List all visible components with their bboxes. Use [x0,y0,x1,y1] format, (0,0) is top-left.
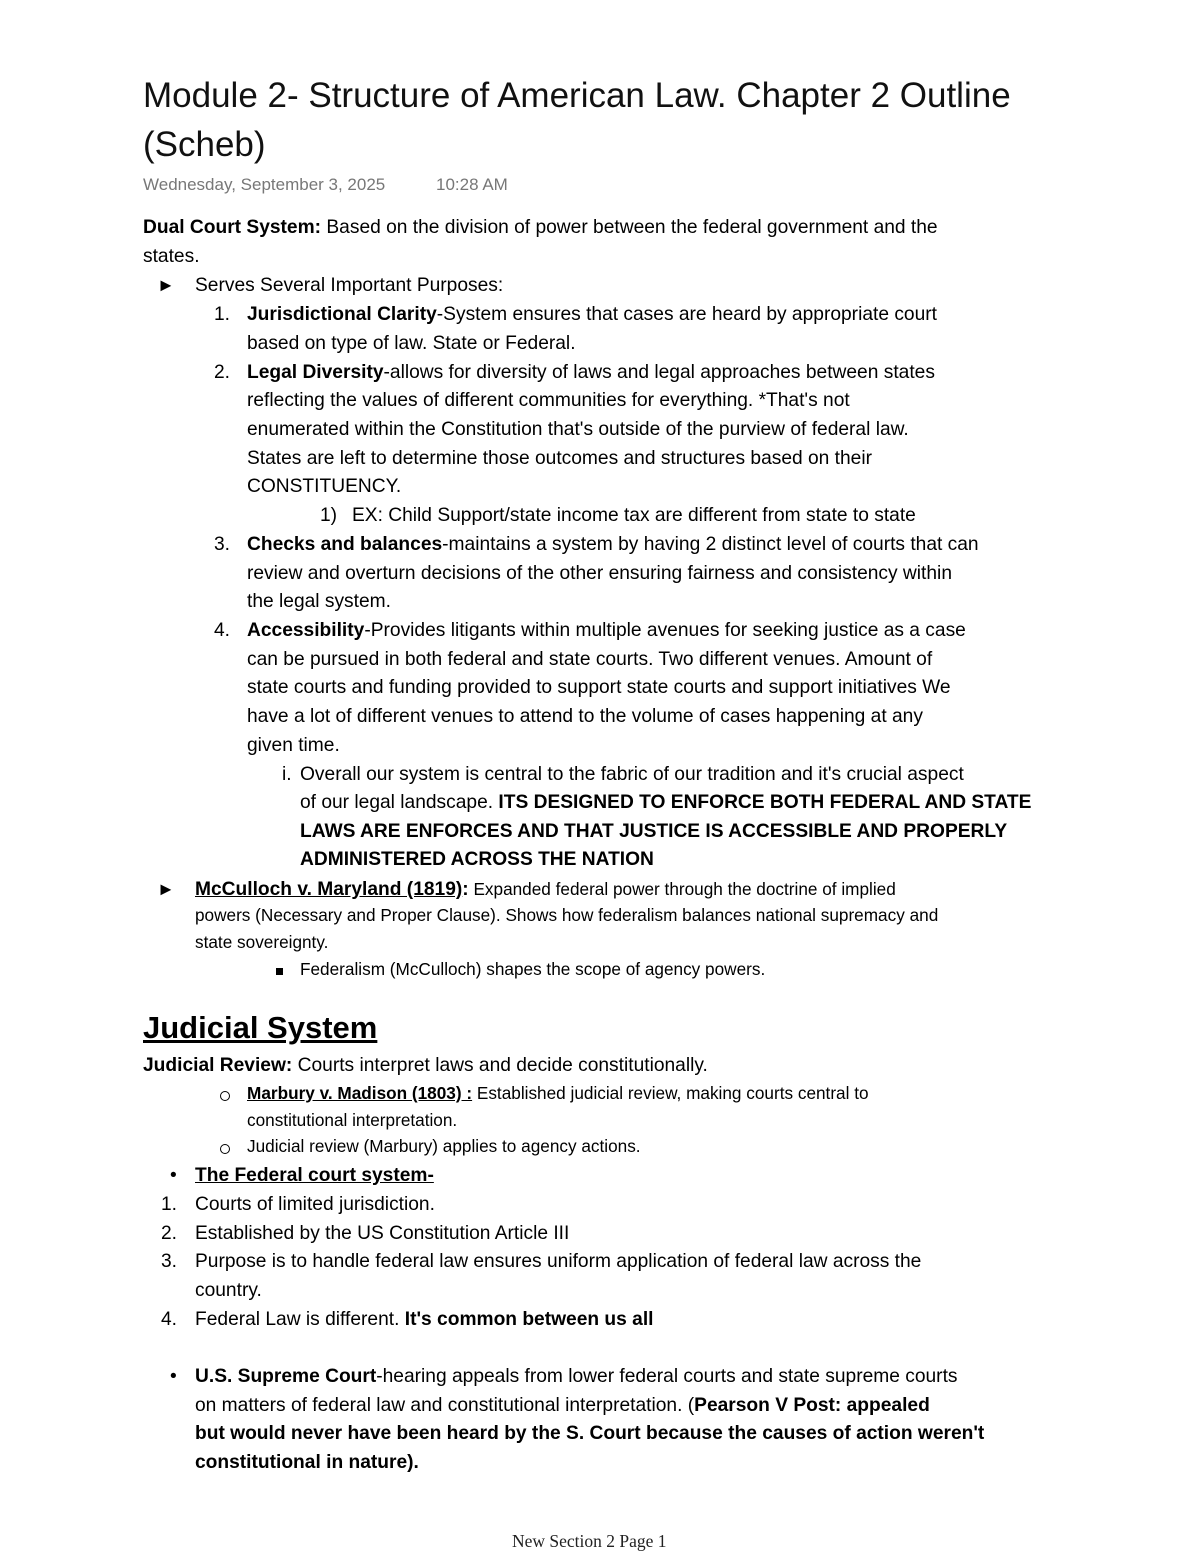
page-time: 10:28 AM [436,175,508,194]
marbury-case-link[interactable]: Marbury v. Madison (1803) : [247,1083,473,1103]
list-number-1: 1. [214,304,231,325]
dual-court-label: Dual Court System: [143,217,322,238]
overall-emphasis: ITS DESIGNED TO ENFORCE BOTH FEDERAL AND STATE [498,792,1032,813]
mcculloch-sub: Federalism (McCulloch) shapes the scope of agency powers. [300,959,766,979]
list-item-accessibility [247,616,966,645]
list-number-4: 4. [214,620,231,641]
mcculloch-case-link[interactable]: McCulloch v. Maryland (1819) [195,879,463,900]
list-item-text: enumerated within the Constitution that's outside of the purview of federal law. [247,419,909,440]
list-number-3: 3. [214,534,231,555]
list-item-checks-and-balances [247,530,979,559]
bullet-dot-icon: • [170,1366,177,1387]
square-bullet-icon [276,962,283,980]
supreme-court-line-3: but would never have been heard by the S. Court because the causes of action weren't [195,1423,985,1444]
list-item-text: the legal system. [247,591,391,612]
list-item-text: state courts and funding provided to support state courts and support initiatives We [247,677,951,698]
list-item-text: based on type of law. State or Federal. [247,333,576,354]
federal-court-heading: The Federal court system- [195,1165,434,1186]
item-label: Jurisdictional Clarity [247,304,437,325]
dual-court-text: Based on the division of power between the federal government and the [321,217,938,238]
sub-list-roman-i: i. [282,764,292,785]
federal-item-2: Established by the US Constitution Article III [195,1223,570,1244]
sub-list-overall-line-3: LAWS ARE ENFORCES AND THAT JUSTICE IS ACCESSIBLE AND PROPERLY [300,821,1008,842]
dual-court-line-1 [143,213,938,242]
federal-number-1: 1. [161,1194,178,1215]
federal-item-4-text: Federal Law is different. [195,1309,405,1330]
federal-number-3: 3. [161,1251,178,1272]
bullet-dot-icon: • [170,1165,177,1186]
mcculloch-line-3: state sovereignty. [195,932,329,952]
serves-purposes: Serves Several Important Purposes: [195,275,504,296]
item-text: -maintains a system by having 2 distinct level of courts that can [442,534,979,555]
list-number-2: 2. [214,362,231,383]
arrow-bullet-icon: ► [157,275,175,295]
page-footer: New Section 2 Page 1 [512,1531,667,1551]
list-item-legal-diversity [247,358,935,387]
federal-item-4 [195,1305,654,1334]
mcculloch-colon: : [462,879,469,900]
item-label: Legal Diversity [247,362,384,383]
page-title-line-2: (Scheb) [143,125,266,164]
list-item-text: CONSTITUENCY. [247,476,402,497]
circle-bullet-icon [220,1141,230,1159]
mcculloch-line-2: powers (Necessary and Proper Clause). Shows how federalism balances national supremacy and [195,905,939,925]
page-title-line-1: Module 2- Structure of American Law. Chapter 2 Outline [143,76,1011,115]
item-text: -System ensures that cases are heard by appropriate court [436,304,937,325]
judicial-review-line [143,1051,708,1080]
supreme-court-line-4: constitutional in nature). [195,1452,419,1473]
item-text: -Provides litigants within multiple avenues for seeking justice as a case [364,620,966,641]
supreme-court-label: U.S. Supreme Court [195,1366,377,1387]
list-item-text: review and overturn decisions of the other ensuring fairness and consistency within [247,563,952,584]
sub-list-overall-line-2 [300,788,1031,817]
marbury-sub: Judicial review (Marbury) applies to agency actions. [247,1136,641,1156]
pearson-note: Pearson V Post: appealed [694,1395,930,1416]
supreme-court-line-1 [195,1362,958,1391]
marbury-line-2: constitutional interpretation. [247,1110,458,1130]
item-label: Checks and balances [247,534,443,555]
mcculloch-text: Expanded federal power through the doctrine of implied [468,879,896,899]
federal-item-1: Courts of limited jurisdiction. [195,1194,435,1215]
sub-list-overall-line-4: ADMINISTERED ACROSS THE NATION [300,849,654,870]
page-date: Wednesday, September 3, 2025 [143,175,386,194]
marbury-text: Established judicial review, making courts central to [472,1083,869,1103]
supreme-court-text: -hearing appeals from lower federal courts and state supreme courts [376,1366,958,1387]
federal-number-4: 4. [161,1309,178,1330]
supreme-court-line-2 [195,1391,930,1420]
overall-text: of our legal landscape. [300,792,499,813]
judicial-review-label: Judicial Review: [143,1055,293,1076]
list-item-text: can be pursued in both federal and state courts. Two different venues. Amount of [247,649,933,670]
list-item-jurisdictional-clarity [247,300,937,329]
federal-item-4-bold: It's common between us all [404,1309,654,1330]
section-heading-judicial-system: Judicial System [143,1010,378,1045]
federal-number-2: 2. [161,1223,178,1244]
marbury-line-1 [247,1080,869,1107]
list-item-text: States are left to determine those outcomes and structures based on their [247,448,873,469]
federal-item-3: Purpose is to handle federal law ensures uniform application of federal law across the [195,1251,922,1272]
dual-court-line-2: states. [143,246,200,267]
sub-list-example: EX: Child Support/state income tax are different from state to state [352,505,916,526]
sub-list-number: 1) [320,505,338,526]
list-item-text: reflecting the values of different communities for everything. *That's not [247,390,850,411]
list-item-text: have a lot of different venues to attend to the volume of cases happening at any [247,706,923,727]
mcculloch-line-1 [195,875,896,904]
circle-bullet-icon [220,1088,230,1106]
judicial-review-text: Courts interpret laws and decide constitutionally. [292,1055,708,1076]
sub-list-overall-line-1: Overall our system is central to the fabric of our tradition and it's crucial aspect [300,764,964,785]
list-item-text: given time. [247,735,340,756]
federal-item-3-cont: country. [195,1280,262,1301]
arrow-bullet-icon: ► [157,879,175,899]
item-text: -allows for diversity of laws and legal approaches between states [383,362,935,383]
item-label: Accessibility [247,620,365,641]
supreme-court-text: on matters of federal law and constitutional interpretation. ( [195,1395,695,1416]
